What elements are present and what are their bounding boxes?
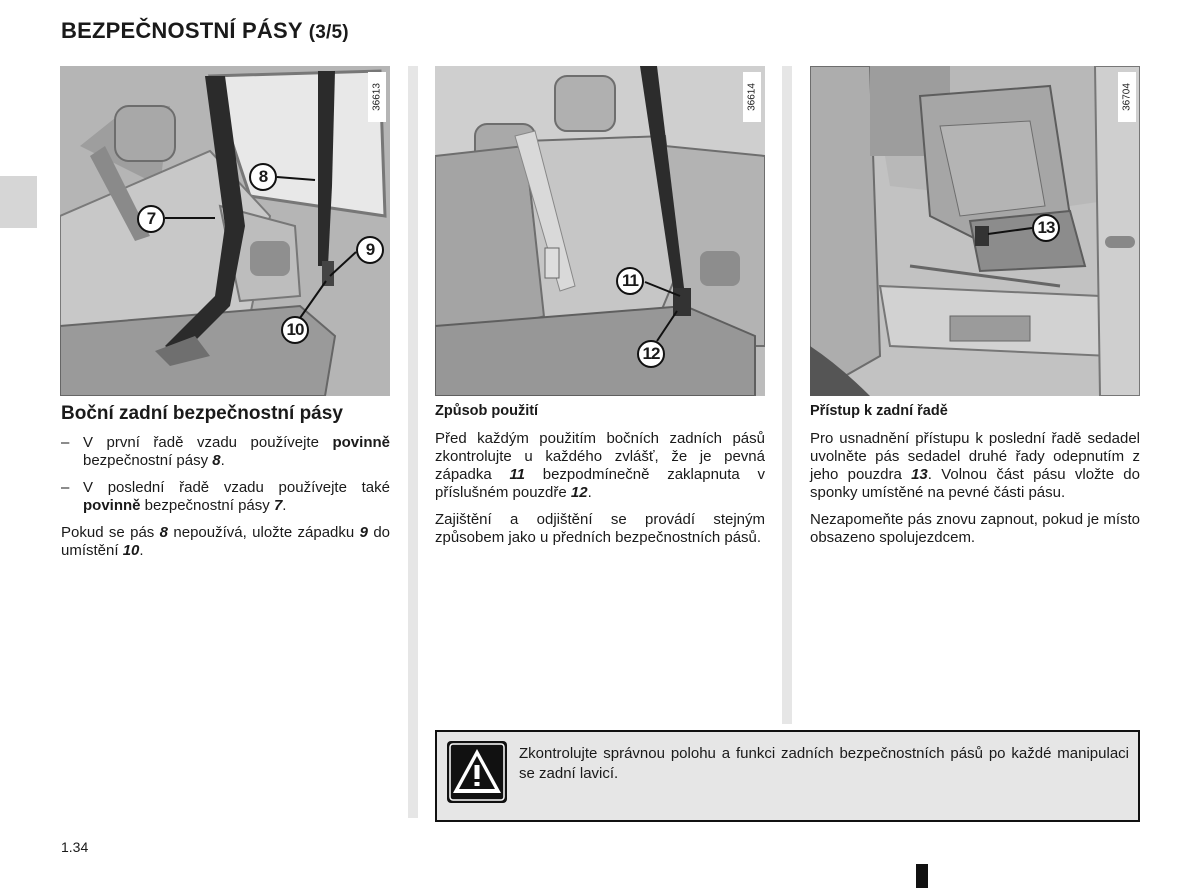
list-dash: – — [61, 479, 70, 496]
leader-lines — [60, 66, 390, 396]
section-heading-usage: Způsob použití — [435, 403, 539, 419]
paragraph: Zajištění a odjištění se provádí stejným způsobem jako u předních bezpečnostních pásů. — [435, 511, 765, 546]
callout-7: 7 — [137, 205, 165, 233]
column-2-text — [435, 430, 765, 547]
page-number: 1.34 — [61, 839, 89, 855]
column-1-text — [61, 434, 390, 560]
page-title-part: (3/5) — [308, 22, 349, 43]
list-item: – V poslední řadě vzadu používejte také povinně bezpečnostní pásy 7. — [61, 479, 390, 514]
section-tab-marker — [0, 176, 37, 228]
page-corner-mark — [916, 864, 928, 888]
page-title-text: BEZPEČNOSTNÍ PÁSY — [61, 18, 303, 43]
callout-13: 13 — [1032, 214, 1060, 242]
callout-11: 11 — [616, 267, 644, 295]
callout-9: 9 — [356, 236, 384, 264]
column-separator — [782, 66, 792, 724]
warning-text: Zkontrolujte správnou polohu a funkci zadních bezpečnostních pásů po každé manipulaci se zadní lavicí. — [519, 745, 1129, 782]
paragraph: Před každým použitím bočních zadních pásů zkontrolujte u každého zvlášť, že je pevná západka 11 bezpodmínečně zaklapnuta v příslušném pouzdře 12. — [435, 430, 765, 501]
column-3-text — [810, 430, 1140, 547]
section-heading-rear-access: Přístup k zadní řadě — [810, 403, 948, 419]
figure-rear-access — [810, 66, 1140, 396]
callout-10: 10 — [281, 316, 309, 344]
figure-rear-side-belts — [60, 66, 390, 396]
leader-lines — [435, 66, 765, 396]
figure-belt-usage — [435, 66, 765, 396]
figure-number: 36704 — [1118, 72, 1136, 122]
paragraph: Pro usnadnění přístupu k poslední řadě sedadel uvolněte pás sedadel druhé řady odepnutím z jeho pouzdra 13. Volnou část pásu vložte do sponky umístěné na pevné části pásu. — [810, 430, 1140, 501]
section-heading-rear-side-belts: Boční zadní bezpečnostní pásy — [61, 403, 343, 424]
list-item: – V první řadě vzadu používejte povinně bezpečnostní pásy 8. — [61, 434, 390, 469]
warning-box — [435, 730, 1140, 822]
figure-number: 36613 — [368, 72, 386, 122]
figure-number: 36614 — [743, 72, 761, 122]
warning-triangle-icon — [447, 741, 507, 803]
callout-8: 8 — [249, 163, 277, 191]
page-title — [61, 18, 349, 44]
paragraph: Pokud se pás 8 nepoužívá, uložte západku 9 do umístění 10. — [61, 524, 391, 559]
column-separator — [408, 66, 418, 818]
paragraph: Nezapomeňte pás znovu zapnout, pokud je místo obsazeno spolujezdcem. — [810, 511, 1140, 546]
leader-lines — [810, 66, 1140, 396]
callout-12: 12 — [637, 340, 665, 368]
list-dash: – — [61, 434, 70, 451]
